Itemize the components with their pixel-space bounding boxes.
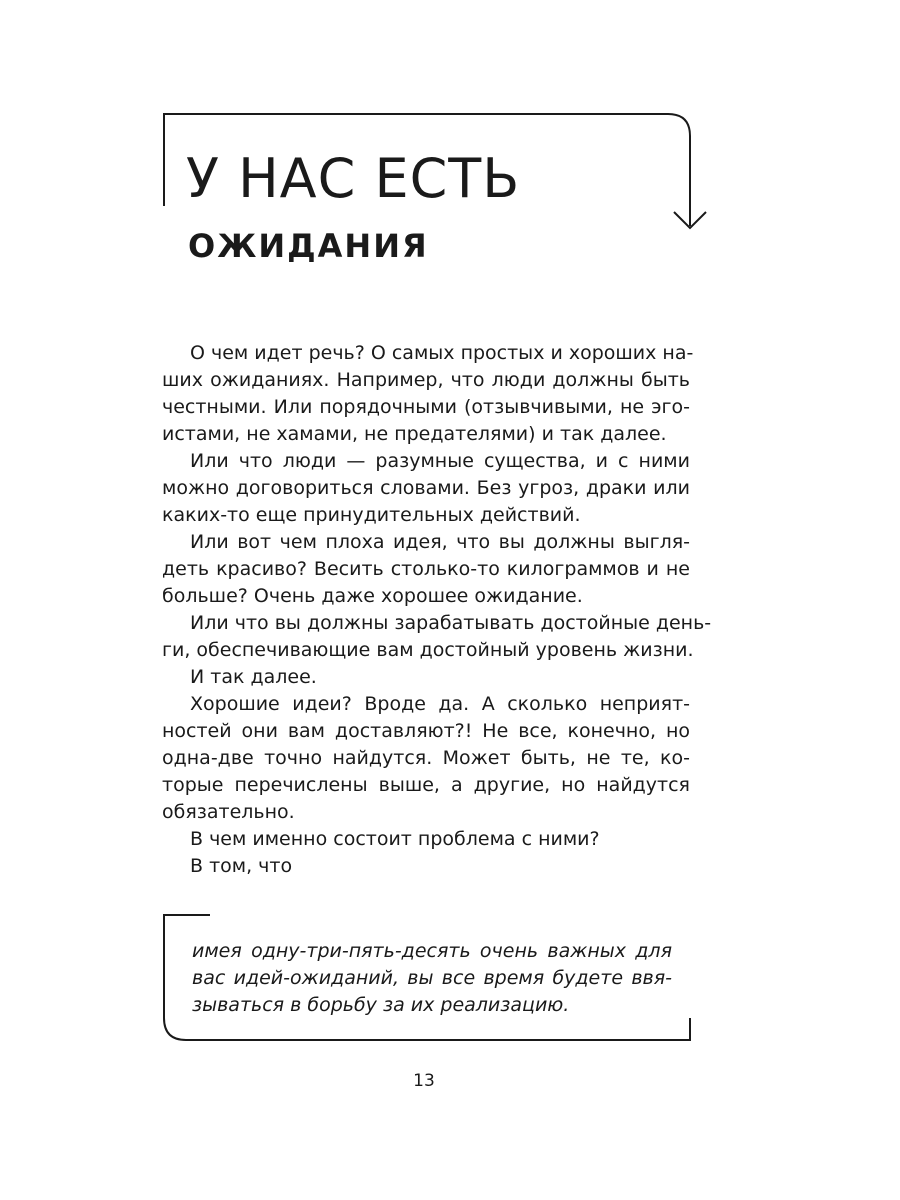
quote-line: имея одну-три-пять-десять очень важных для [192, 940, 672, 962]
text-line: честными. Или порядочными (отзывчивыми, не эго- [162, 396, 690, 418]
text-line: ших ожиданиях. Например, что люди должны быть [162, 369, 690, 391]
text-line: ностей они вам доставляют?! Не все, конечно, но [162, 720, 690, 742]
page-number: 13 [413, 1071, 435, 1091]
text-line: Или вот чем плоха идея, что вы должны выгля- [190, 531, 690, 553]
text-line: В том, что [190, 855, 293, 877]
page-title: У НАС ЕСТЬ [186, 147, 521, 210]
text-line: Или что люди — разумные существа, и с ними [190, 450, 690, 472]
text-line: можно договориться словами. Без угроз, драки или [162, 477, 690, 499]
text-line: деть красиво? Весить столько-то килограммов и не [162, 558, 690, 580]
text-line: В чем именно состоит проблема с ними? [190, 828, 600, 850]
text-line: обязательно. [162, 801, 295, 823]
text-line: истами, не хамами, не предателями) и так далее. [162, 423, 667, 445]
text-line: одна-две точно найдутся. Может быть, не те, ко- [162, 747, 690, 769]
text-line: торые перечислены выше, а другие, но найдутся [162, 774, 690, 796]
text-line: И так далее. [190, 666, 317, 688]
quote-line: вас идей-ожиданий, вы все время будете ввя- [192, 967, 672, 989]
text-line: больше? Очень даже хорошее ожидание. [162, 585, 583, 607]
text-line: Или что вы должны зарабатывать достойные день- [190, 612, 712, 634]
text-line: О чем идет речь? О самых простых и хороших на- [190, 342, 694, 364]
quote-block [192, 938, 672, 1019]
text-line: каких-то еще принудительных действий. [162, 504, 581, 526]
quote-line: зываться в борьбу за их реализацию. [192, 994, 570, 1016]
page-subtitle: ОЖИДАНИЯ [188, 227, 429, 265]
text-line: ги, обеспечивающие вам достойный уровень жизни. [162, 639, 694, 661]
body-text [162, 340, 712, 880]
text-line: Хорошие идеи? Вроде да. А сколько неприят- [190, 693, 690, 715]
